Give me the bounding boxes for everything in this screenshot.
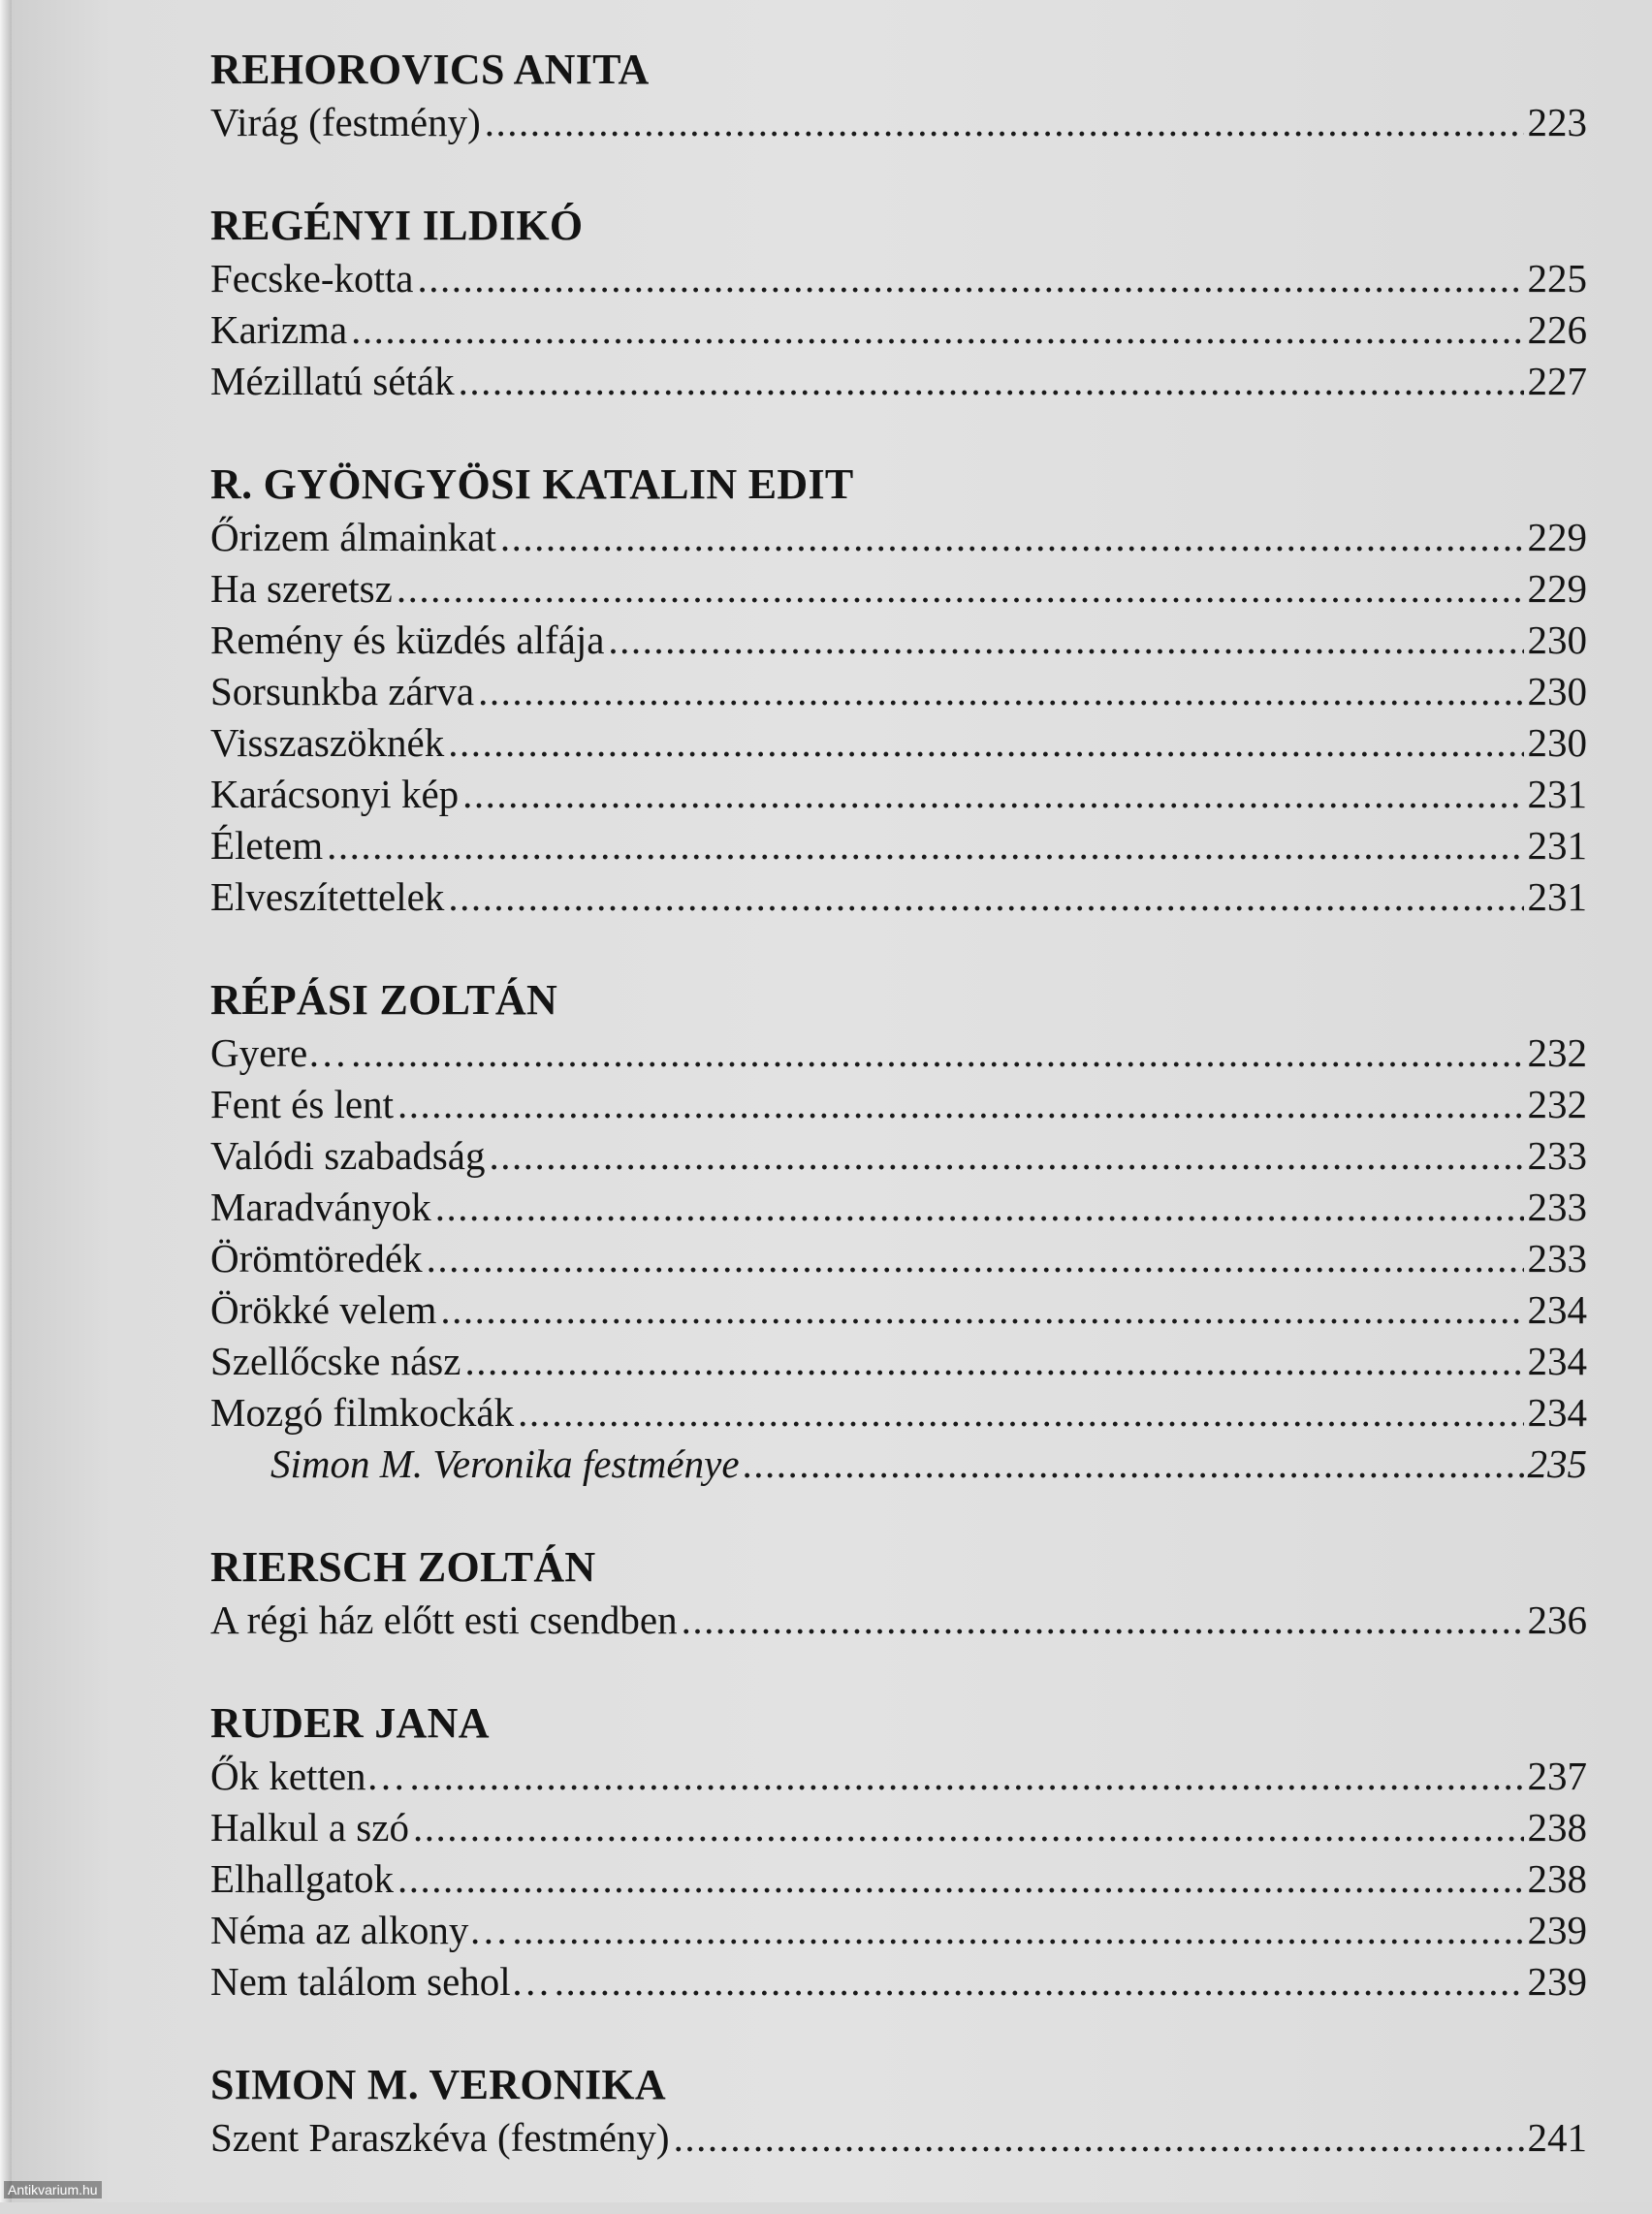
- entry-title: Szent Paraszkéva (festmény): [210, 2115, 670, 2160]
- dot-leader: [351, 304, 1523, 356]
- dot-leader: [608, 615, 1523, 666]
- page-number: 241: [1527, 2115, 1587, 2160]
- page-number: 223: [1527, 100, 1587, 144]
- dot-leader: [462, 769, 1523, 820]
- author-heading: SIMON M. VERONIKA: [210, 2061, 666, 2108]
- page-number: 234: [1527, 1390, 1587, 1435]
- entry-title: Halkul a szó: [210, 1805, 409, 1850]
- entry-title: Ha szeretsz: [210, 566, 393, 611]
- toc-entry: [210, 1956, 1587, 2008]
- author-heading: RUDER JANA: [210, 1699, 490, 1747]
- toc-entry: [210, 1387, 1587, 1439]
- page-number: 225: [1527, 256, 1587, 300]
- author-heading: RIERSCH ZOLTÁN: [210, 1543, 596, 1591]
- toc-entry: [210, 666, 1587, 717]
- dot-leader: [555, 1956, 1524, 2008]
- entry-title: Fent és lent: [210, 1082, 395, 1126]
- table-of-contents: [210, 43, 1587, 2214]
- page-number: 230: [1527, 617, 1587, 662]
- entry-title: Valódi szabadság: [210, 1133, 486, 1178]
- toc-entry: [210, 615, 1587, 666]
- page-number: 233: [1527, 1185, 1587, 1229]
- page-number: 229: [1527, 515, 1587, 559]
- entry-title: Mézillatú séták: [210, 359, 455, 403]
- toc-entry: [210, 356, 1587, 407]
- page-number: 230: [1527, 720, 1587, 765]
- page-number: 226: [1527, 307, 1587, 352]
- toc-entry: [210, 1284, 1587, 1336]
- page-number: 231: [1527, 823, 1587, 868]
- book-page: [12, 0, 1652, 2202]
- page-edge: [0, 0, 12, 2202]
- toc-entry: [210, 1182, 1587, 1233]
- toc-entry: [210, 1751, 1587, 1802]
- dot-leader: [500, 512, 1524, 563]
- entry-title: Örökké velem: [210, 1287, 437, 1332]
- page-number: 232: [1527, 1082, 1587, 1126]
- dot-leader: [397, 1853, 1523, 1905]
- dot-leader: [435, 1182, 1524, 1233]
- dot-leader: [674, 2112, 1524, 2164]
- toc-section: [210, 458, 1587, 923]
- page-number: 239: [1527, 1959, 1587, 2004]
- entry-title: Simon M. Veronika festménye: [270, 1441, 740, 1486]
- dot-leader: [518, 1387, 1523, 1439]
- toc-section: [210, 199, 1587, 407]
- entry-title: Gyere…: [210, 1030, 348, 1075]
- entry-title: Örömtöredék: [210, 1236, 423, 1281]
- dot-leader: [512, 1905, 1523, 1956]
- toc-entry: [210, 871, 1587, 923]
- dot-leader: [397, 1079, 1523, 1130]
- entry-title: Elhallgatok: [210, 1856, 395, 1901]
- toc-entry: [210, 1336, 1587, 1387]
- entry-title: A régi ház előtt esti csendben: [210, 1597, 678, 1642]
- entry-title: Karizma: [210, 307, 348, 352]
- dot-leader: [417, 253, 1523, 304]
- toc-entry: [210, 1439, 1587, 1490]
- toc-entry: [210, 1028, 1587, 1079]
- entry-title: Karácsonyi kép: [210, 772, 460, 816]
- toc-entry: [210, 2112, 1587, 2164]
- toc-entry: [210, 820, 1587, 871]
- dot-leader: [459, 356, 1524, 407]
- entry-title: Szellőcske nász: [210, 1339, 461, 1383]
- page-number: 237: [1527, 1754, 1587, 1798]
- dot-leader: [427, 1233, 1524, 1284]
- entry-title: Nem találom sehol…: [210, 1959, 551, 2004]
- entry-title: Ők ketten…: [210, 1754, 406, 1798]
- dot-leader: [744, 1439, 1524, 1490]
- dot-leader: [440, 1284, 1523, 1336]
- toc-entry: [210, 1130, 1587, 1182]
- dot-leader: [464, 1336, 1523, 1387]
- page-number: 238: [1527, 1856, 1587, 1901]
- dot-leader: [351, 1028, 1523, 1079]
- entry-title: Virág (festmény): [210, 100, 481, 144]
- page-number: 233: [1527, 1133, 1587, 1178]
- toc-entry: [210, 304, 1587, 356]
- dot-leader: [448, 871, 1523, 923]
- dot-leader: [448, 717, 1523, 769]
- toc-entry: [210, 563, 1587, 615]
- page-number: 227: [1527, 359, 1587, 403]
- toc-entry: [210, 97, 1587, 148]
- toc-entry: [210, 1802, 1587, 1853]
- page-number: 234: [1527, 1287, 1587, 1332]
- page-number: 230: [1527, 669, 1587, 713]
- page-number: 238: [1527, 1805, 1587, 1850]
- watermark: Antikvarium.hu: [4, 2181, 102, 2198]
- entry-title: Sorsunkba zárva: [210, 669, 475, 713]
- toc-entry: [210, 717, 1587, 769]
- toc-entry: [210, 1905, 1587, 1956]
- author-heading: REGÉNYI ILDIKÓ: [210, 202, 584, 249]
- entry-title: Elveszítettelek: [210, 874, 445, 919]
- page-number: 235: [1527, 1441, 1587, 1486]
- author-heading: REHOROVICS ANITA: [210, 46, 650, 93]
- dot-leader: [478, 666, 1523, 717]
- toc-entry: [210, 1595, 1587, 1646]
- page-number: 229: [1527, 566, 1587, 611]
- toc-section: [210, 1696, 1587, 2008]
- toc-entry: [210, 253, 1587, 304]
- entry-title: Visszaszöknék: [210, 720, 445, 765]
- toc-entry: [210, 1079, 1587, 1130]
- toc-entry: [210, 512, 1587, 563]
- entry-title: Életem: [210, 823, 324, 868]
- page-number: 232: [1527, 1030, 1587, 1075]
- dot-leader: [682, 1595, 1524, 1646]
- entry-title: Fecske-kotta: [210, 256, 414, 300]
- toc-entry: [210, 1233, 1587, 1284]
- dot-leader: [397, 563, 1524, 615]
- author-heading: R. GYÖNGYÖSI KATALIN EDIT: [210, 460, 854, 508]
- toc-entry: [210, 769, 1587, 820]
- toc-section: [210, 2058, 1587, 2164]
- page-number: 231: [1527, 874, 1587, 919]
- author-heading: RÉPÁSI ZOLTÁN: [210, 976, 558, 1024]
- entry-title: Mozgó filmkockák: [210, 1390, 515, 1435]
- entry-title: Néma az alkony…: [210, 1908, 509, 1952]
- entry-title: Remény és küzdés alfája: [210, 617, 605, 662]
- page-number: 236: [1527, 1597, 1587, 1642]
- dot-leader: [327, 820, 1523, 871]
- dot-leader: [413, 1802, 1524, 1853]
- dot-leader: [485, 97, 1524, 148]
- page-number: 231: [1527, 772, 1587, 816]
- toc-entry: [210, 1853, 1587, 1905]
- toc-section: [210, 973, 1587, 1490]
- toc-section: [210, 43, 1587, 148]
- toc-section: [210, 1540, 1587, 1646]
- dot-leader: [410, 1751, 1524, 1802]
- page-number: 233: [1527, 1236, 1587, 1281]
- dot-leader: [490, 1130, 1524, 1182]
- entry-title: Őrizem álmainkat: [210, 515, 496, 559]
- entry-title: Maradványok: [210, 1185, 431, 1229]
- page-number: 239: [1527, 1908, 1587, 1952]
- page-number: 234: [1527, 1339, 1587, 1383]
